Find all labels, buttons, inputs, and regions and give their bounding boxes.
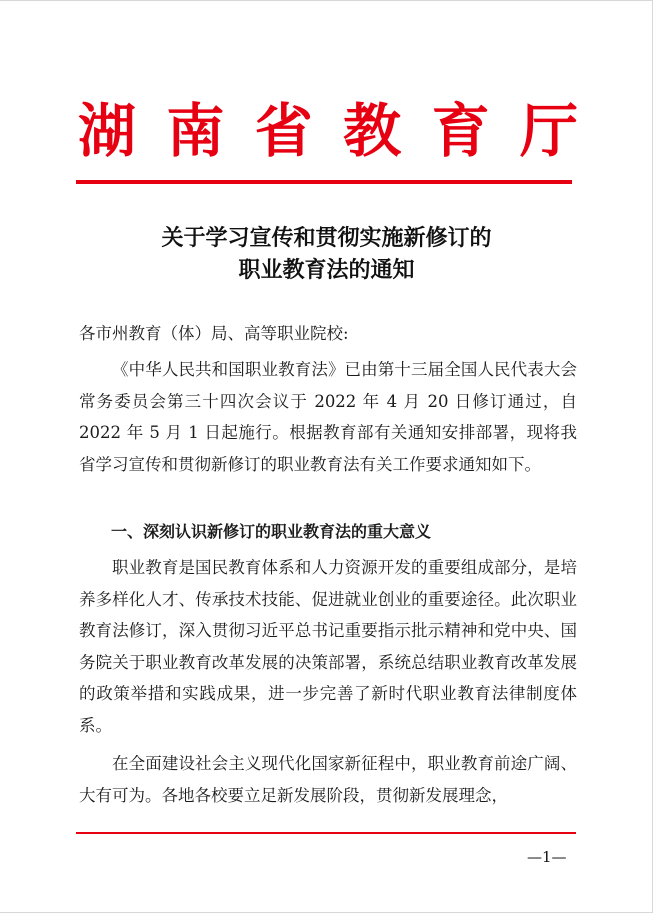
letterhead: [78, 96, 578, 166]
letterhead-char: 教: [343, 97, 402, 165]
letterhead-char: 湖: [78, 97, 137, 165]
page-number: —1—: [527, 848, 567, 866]
footer-red-rule: [76, 832, 576, 834]
letterhead-char: 南: [166, 97, 225, 165]
document-title-line-2: 职业教育法的通知: [238, 257, 415, 283]
paragraph-2: 职业教育是国民教育体系和人力资源开发的重要组成部分，是培养多样化人才、传承技术技能、促进就业创业的重要途径。此次职业教育法修订，深入贯彻习近平总书记重要指示批示精神和党中央、国务院关于职业教育改革发展的决策部署，系统总结职业教育改革发展的政策举措和实践成果，进一步完善了新时代职业教育法律制度体系。: [79, 558, 577, 735]
document-title-line-1: 关于学习宣传和贯彻实施新修订的: [161, 225, 492, 251]
paragraph-1: 《中华人民共和国职业教育法》已由第十三届全国人民代表大会常务委员会第三十四次会议于 2022 年 4 月 20 日修订通过，自 2022 年 5 月 1 日起施行。根据教育部有关通知安排部署，现将我省学习宣传和贯彻新修订的职业教育法有关工作要求通知如下。: [79, 360, 577, 474]
paragraph-3: 在全面建设社会主义现代化国家新征程中，职业教育前途广阔、大有可为。各地各校要立足新发展阶段，贯彻新发展理念，: [79, 754, 577, 805]
letterhead-char: 育: [431, 97, 490, 165]
letterhead-red-rule: [76, 180, 572, 184]
letterhead-char: 省: [254, 97, 313, 165]
page-border-top: [0, 0, 653, 1]
salutation: 各市州教育（体）局、高等职业院校:: [79, 324, 349, 343]
section-heading-1: 一、深刻认识新修订的职业教育法的重大意义: [111, 522, 432, 541]
letterhead-char: 厅: [519, 97, 578, 165]
